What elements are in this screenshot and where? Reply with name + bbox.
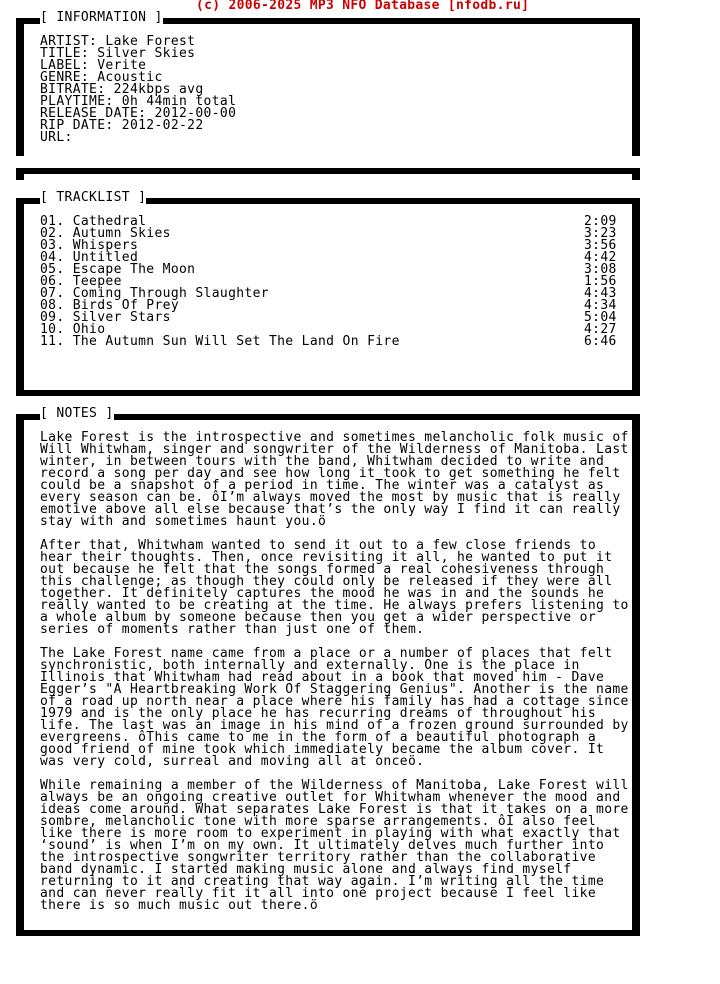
track-time: 3:08 <box>584 262 617 277</box>
info-line-bitrate: BITRATE: 224kbps avg <box>40 82 204 97</box>
track-title: 02. Autumn Skies <box>40 226 171 241</box>
information-lines <box>40 36 236 144</box>
info-line-title: TITLE: Silver Skies <box>40 46 196 61</box>
track-time: 6:46 <box>584 334 617 349</box>
info-line-url: URL: <box>40 130 73 145</box>
track-row <box>40 264 620 276</box>
notes-paragraph: After that, Whitwham wanted to send it out to a few close friends to hear their thoughts. Then, once revisiting it all, he wanted to put it out because he felt that the songs formed a real cohesiveness through this challenge; as though they could only be released if they were all together. It definitely captures the mood he was in and the sounds he really wanted to be creating at the time. He always prefers listening to a whole album by someone because then you get a wider perspective or series of moments rather than just one of them. <box>40 538 629 637</box>
info-line-genre: GENRE: Acoustic <box>40 70 163 85</box>
track-time: 4:27 <box>584 322 617 337</box>
track-time: 1:56 <box>584 274 617 289</box>
track-title: 07. Coming Through Slaughter <box>40 286 269 301</box>
track-title: 10. Ohio <box>40 322 106 337</box>
information-title: [ INFORMATION ] <box>40 10 163 25</box>
track-title: 08. Birds Of Prey <box>40 298 180 313</box>
track-time: 2:09 <box>584 214 617 229</box>
tracklist-title: [ TRACKLIST ] <box>40 190 147 205</box>
info-line-playtime: PLAYTIME: 0h 44min total <box>40 94 237 109</box>
track-time: 5:04 <box>584 310 617 325</box>
information-box <box>16 10 640 180</box>
notes-title: [ NOTES ] <box>40 406 114 421</box>
track-time: 3:56 <box>584 238 617 253</box>
track-title: 09. Silver Stars <box>40 310 171 325</box>
track-title: 03. Whispers <box>40 238 139 253</box>
info-line-release-date: RELEASE DATE: 2012-00-00 <box>40 106 237 121</box>
info-line-artist: ARTIST: Lake Forest <box>40 34 196 49</box>
track-time: 4:43 <box>584 286 617 301</box>
tracklist-box <box>16 190 640 396</box>
track-title: 06. Teepee <box>40 274 122 289</box>
track-row <box>40 312 620 324</box>
info-line-rip-date: RIP DATE: 2012-02-22 <box>40 118 204 133</box>
track-title: 01. Cathedral <box>40 214 147 229</box>
notes-paragraph: The Lake Forest name came from a place or a number of places that felt synchronistic, both internally and externally. One is the place in Illinois that Whitwham had read about in a book that moved him - Dave Egger’s "A Heartbreaking Work Of Staggering Genius". Another is the name of a road up north near a place where his family has had a cottage since 1979 and is the only place he has recurring dreams of throughout his life. The last was an image in his mind of a frozen ground surrounded by evergreens. ôThis came to me in the form of a beautiful photograph a good friend of mine took which immediately became the album cover. It was very cold, surreal and moving all at onceö. <box>40 646 629 769</box>
track-time: 4:42 <box>584 250 617 265</box>
track-time: 4:34 <box>584 298 617 313</box>
track-title: 04. Untitled <box>40 250 139 265</box>
notes-body <box>40 432 629 924</box>
track-row <box>40 336 620 348</box>
notes-box <box>16 406 640 936</box>
notes-paragraph: Lake Forest is the introspective and sometimes melancholic folk music of Will Whitwham, singer and songwriter of the Wilderness of Manitoba. Last winter, in between tours with the band, Whitwham decided to write and record a song per day and see how long it took to get something he felt could be a snapshot of a period in time. The winter was a catalyst as every season can be. ôI’m always moved the most by music that is really emotive above all else because that’s the only way I find it can really stay with and sometimes haunt you.ö <box>40 430 629 529</box>
track-list <box>40 216 620 348</box>
track-title: 11. The Autumn Sun Will Set The Land On Fire <box>40 334 400 349</box>
track-title: 05. Escape The Moon <box>40 262 196 277</box>
notes-paragraph: While remaining a member of the Wilderness of Manitoba, Lake Forest will always be an ongoing creative outlet for Whitwham whenever the mood and ideas come around. What separates Lake Forest is that it takes on a more sombre, melancholic tone with more sparse arrangements. ôI also feel like there is more room to experiment in playing with what exactly that ‘sound’ is when I’m on my own. It ultimately delves much further into the introspective songwriter territory rather than the collaborative band dynamic. I started making music alone and always find myself returning to it and creating that way again. I’m writing all the time and can never really fit it all into one project because I feel like there is so much music out there.ö <box>40 778 629 913</box>
info-line-label: LABEL: Verite <box>40 58 147 73</box>
copyright-header: (c) 2006-2025 MP3 NFO Database [nfodb.ru] <box>196 0 530 13</box>
track-time: 3:23 <box>584 226 617 241</box>
